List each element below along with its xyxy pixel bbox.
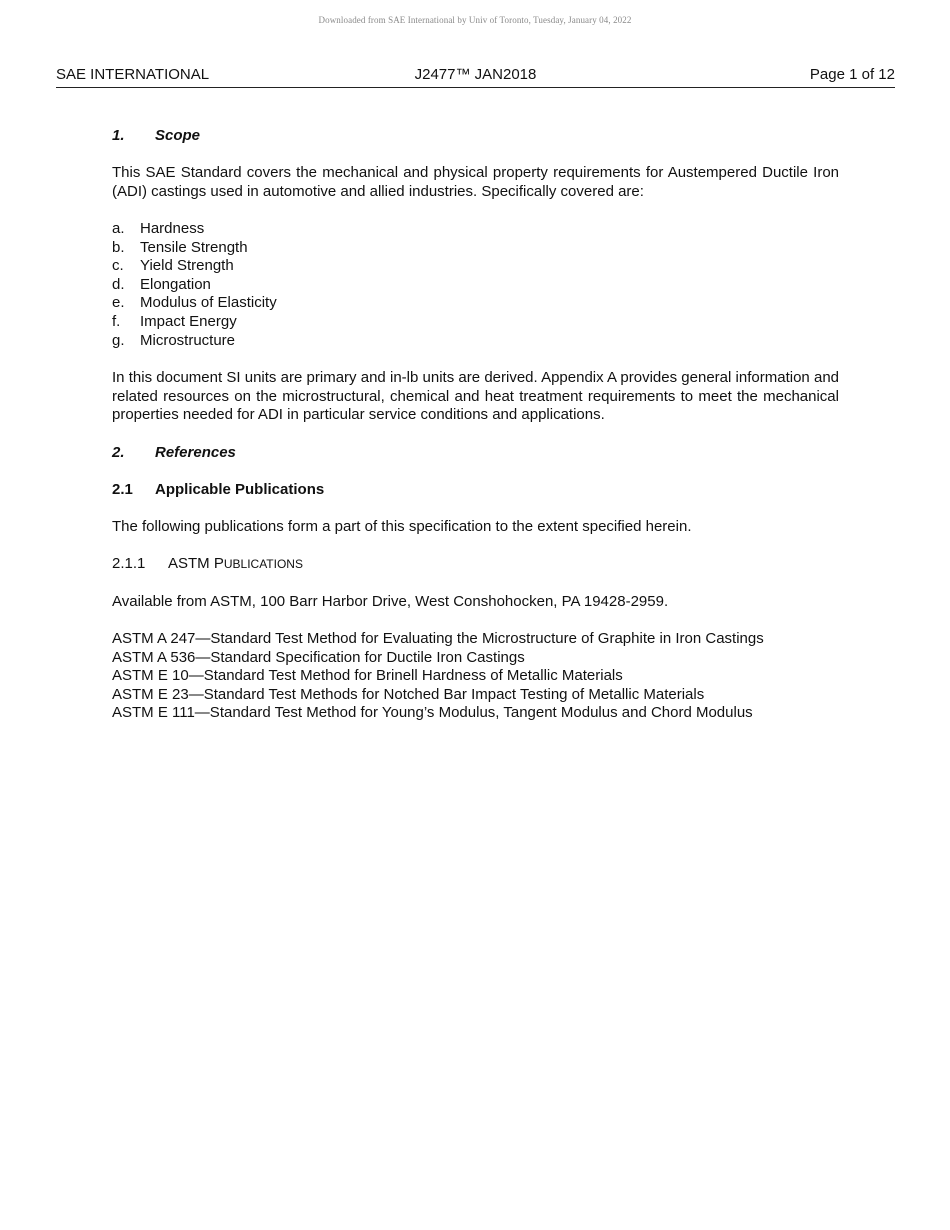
list-item-letter: f. [112,312,121,330]
scope-list [112,220,839,350]
list-item [112,294,839,313]
scope-intro-paragraph: This SAE Standard covers the mechanical and physical property requirements for Austempered Ductile Iron (ADI) castings used in automotive and allied industries. Specifically covered are: [112,164,839,200]
list-item [112,332,839,351]
reference-item: ASTM E 10—Standard Test Method for Brinell Hardness of Metallic Materials [112,667,623,685]
list-item [112,276,839,295]
reference-item: ASTM A 536—Standard Specification for Ductile Iron Castings [112,648,525,666]
list-item-letter: g. [112,331,125,349]
list-item-letter: e. [112,294,125,312]
list-item-text: Modulus of Elasticity [140,294,277,312]
header-organization: SAE INTERNATIONAL [56,66,210,83]
list-item-letter: c. [112,257,124,275]
reference-item: ASTM E 23—Standard Test Methods for Notched Bar Impact Testing of Metallic Materials [112,685,705,703]
list-item-text: Microstructure [140,331,236,349]
list-item-letter: b. [112,238,125,256]
list-item [112,313,839,332]
page-header [56,66,895,88]
reference-item: ASTM E 111—Standard Test Method for Young’s Modulus, Tangent Modulus and Chord Modulus [112,704,753,722]
list-item-letter: a. [112,220,125,237]
subsection-2-1-1-title: ASTM PUBLICATIONS [168,555,303,572]
header-document-id: J2477™ JAN2018 [414,66,537,83]
list-item-text: Yield Strength [140,257,234,275]
section-2-number: 2. [112,444,125,461]
subsection-2-1-1-heading [112,555,839,574]
section-2-title: References [155,444,236,461]
list-item-text: Impact Energy [140,312,237,330]
subsection-2-1-1-number: 2.1.1 [112,555,146,572]
download-watermark: Downloaded from SAE International by Univ of Toronto, Tuesday, January 04, 2022 [318,15,632,25]
publications-intro-paragraph: The following publications form a part of this specification to the extent specified herein. [112,518,692,535]
list-item-text: Elongation [140,275,211,293]
section-1-number: 1. [112,127,125,144]
section-2-heading [112,444,839,463]
subsection-2-1-heading [112,481,839,500]
list-item-letter: d. [112,275,125,293]
header-page-number: Page 1 of 12 [809,66,895,83]
subsection-2-1-title: Applicable Publications [155,481,325,498]
list-item [112,220,839,239]
astm-availability: Available from ASTM, 100 Barr Harbor Drive, West Conshohocken, PA 19428-2959. [112,593,669,610]
astm-reference-list [112,630,839,723]
reference-item: ASTM A 247—Standard Test Method for Evaluating the Microstructure of Graphite in Iron Castings [112,630,764,647]
scope-units-paragraph: In this document SI units are primary and in-lb units are derived. Appendix A provides general information and related resources on the microstructural, chemical and heat treatment requirements to meet the mechanical properties needed for ADI in particular service conditions and applications. [112,369,839,424]
list-item-text: Tensile Strength [140,238,248,256]
list-item [112,257,839,276]
list-item [112,239,839,258]
section-1-title: Scope [155,127,201,144]
list-item-text: Hardness [140,220,205,237]
section-1-heading [112,127,839,146]
subsection-2-1-number: 2.1 [112,481,133,498]
